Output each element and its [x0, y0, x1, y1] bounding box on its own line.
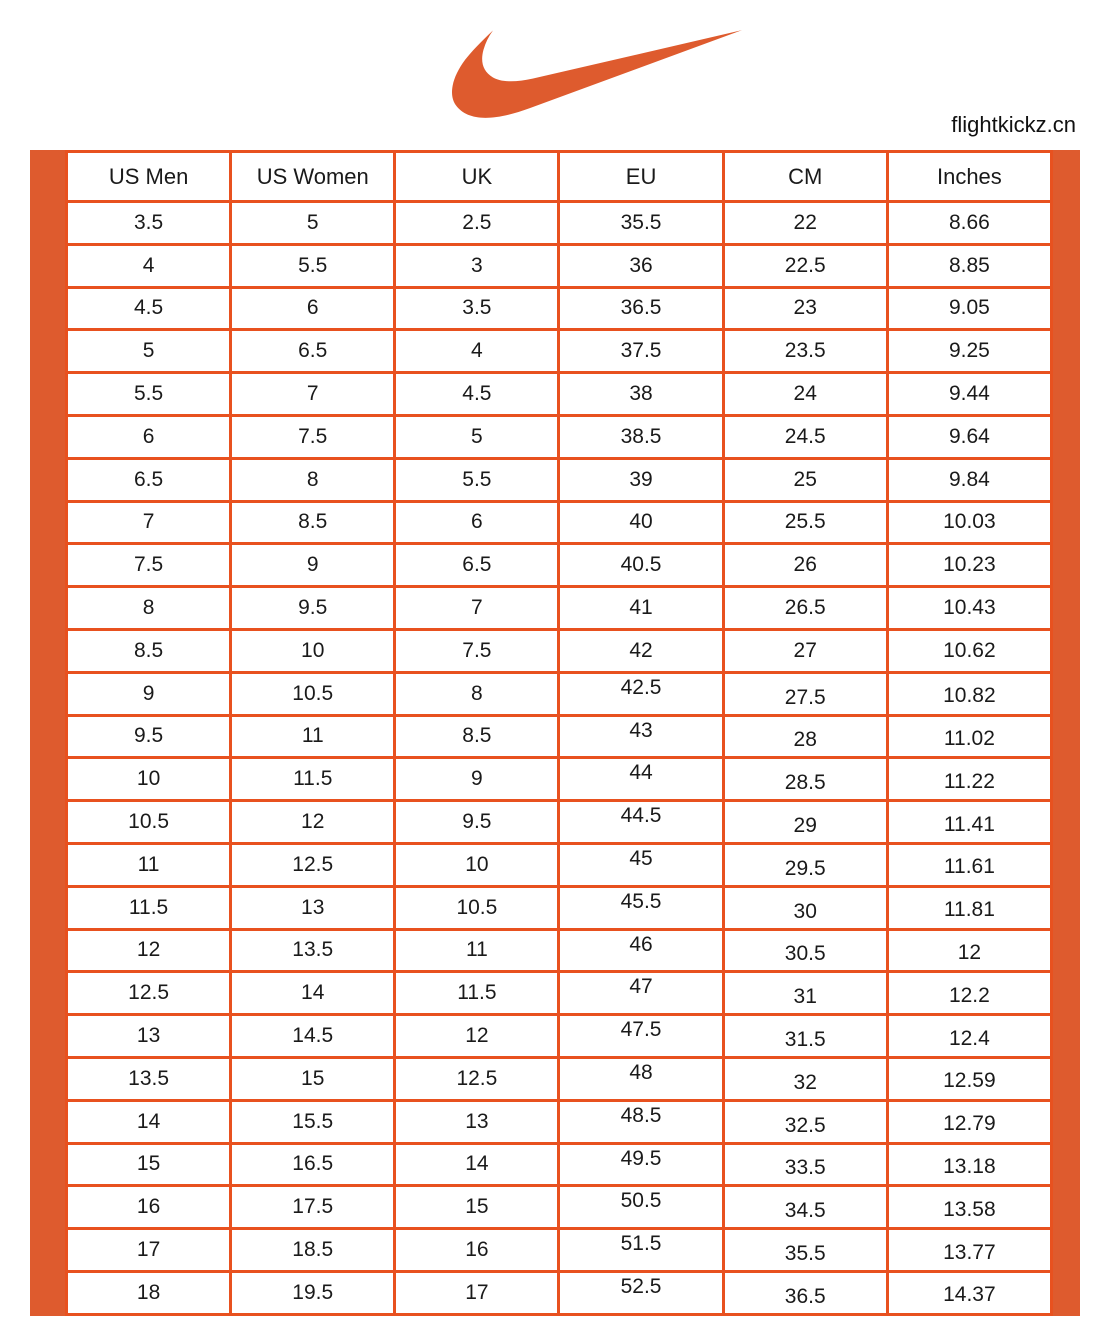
cell-inches: 12.2: [887, 972, 1051, 1015]
cell-us-men: 6: [67, 415, 231, 458]
table-row: [67, 1015, 1052, 1058]
cell-inches: 9.25: [887, 330, 1051, 373]
cell-cm: 27.5: [723, 672, 887, 715]
cell-us-women: 13.5: [231, 929, 395, 972]
cell-uk: 11: [395, 929, 559, 972]
column-header-inches: Inches: [887, 152, 1051, 202]
cell-inches: 10.82: [887, 672, 1051, 715]
cell-us-men: 12: [67, 929, 231, 972]
cell-cm: 33.5: [723, 1143, 887, 1186]
table-row: [67, 1143, 1052, 1186]
cell-uk: 10: [395, 843, 559, 886]
cell-us-men: 13: [67, 1015, 231, 1058]
cell-cm: 25.5: [723, 501, 887, 544]
cell-eu: 48: [559, 1057, 723, 1100]
cell-inches: 11.81: [887, 886, 1051, 929]
table-row: [67, 202, 1052, 245]
cell-uk: 9: [395, 758, 559, 801]
cell-uk: 4.5: [395, 373, 559, 416]
table-row: [67, 1057, 1052, 1100]
cell-inches: 10.43: [887, 587, 1051, 630]
cell-us-women: 15: [231, 1057, 395, 1100]
table-row: [67, 843, 1052, 886]
cell-inches: 8.85: [887, 244, 1051, 287]
cell-us-women: 15.5: [231, 1100, 395, 1143]
column-header-eu: EU: [559, 152, 723, 202]
table-row: [67, 758, 1052, 801]
cell-cm: 31.5: [723, 1015, 887, 1058]
cell-eu: 40.5: [559, 544, 723, 587]
cell-us-men: 7: [67, 501, 231, 544]
cell-us-women: 9.5: [231, 587, 395, 630]
cell-eu: 38: [559, 373, 723, 416]
column-header-uk: UK: [395, 152, 559, 202]
cell-eu: 52.5: [559, 1271, 723, 1314]
cell-uk: 5.5: [395, 458, 559, 501]
size-conversion-table: [65, 150, 1053, 1316]
cell-us-women: 8.5: [231, 501, 395, 544]
cell-cm: 29.5: [723, 843, 887, 886]
table-row: [67, 972, 1052, 1015]
cell-uk: 3: [395, 244, 559, 287]
size-table-body: [67, 202, 1052, 1315]
cell-eu: 41: [559, 587, 723, 630]
table-row: [67, 373, 1052, 416]
cell-eu: 45.5: [559, 886, 723, 929]
cell-cm: 34.5: [723, 1186, 887, 1229]
cell-us-men: 15: [67, 1143, 231, 1186]
cell-cm: 31: [723, 972, 887, 1015]
cell-us-women: 5.5: [231, 244, 395, 287]
cell-cm: 27: [723, 629, 887, 672]
left-accent-bar: [30, 150, 65, 1316]
cell-uk: 7: [395, 587, 559, 630]
cell-us-men: 5.5: [67, 373, 231, 416]
cell-eu: 47: [559, 972, 723, 1015]
cell-eu: 36.5: [559, 287, 723, 330]
cell-cm: 26: [723, 544, 887, 587]
cell-cm: 25: [723, 458, 887, 501]
cell-uk: 14: [395, 1143, 559, 1186]
cell-us-women: 13: [231, 886, 395, 929]
cell-cm: 32: [723, 1057, 887, 1100]
cell-inches: 10.23: [887, 544, 1051, 587]
cell-inches: 12.59: [887, 1057, 1051, 1100]
cell-uk: 4: [395, 330, 559, 373]
cell-eu: 37.5: [559, 330, 723, 373]
cell-us-men: 10: [67, 758, 231, 801]
cell-inches: 13.77: [887, 1229, 1051, 1272]
cell-inches: 14.37: [887, 1271, 1051, 1314]
cell-eu: 46: [559, 929, 723, 972]
table-row: [67, 1186, 1052, 1229]
cell-uk: 13: [395, 1100, 559, 1143]
cell-uk: 12: [395, 1015, 559, 1058]
cell-uk: 15: [395, 1186, 559, 1229]
cell-inches: 11.61: [887, 843, 1051, 886]
cell-uk: 7.5: [395, 629, 559, 672]
cell-eu: 35.5: [559, 202, 723, 245]
table-row: [67, 929, 1052, 972]
cell-inches: 13.18: [887, 1143, 1051, 1186]
cell-us-women: 19.5: [231, 1271, 395, 1314]
cell-cm: 22.5: [723, 244, 887, 287]
table-row: [67, 629, 1052, 672]
table-row: [67, 715, 1052, 758]
cell-us-men: 4.5: [67, 287, 231, 330]
cell-inches: 12.79: [887, 1100, 1051, 1143]
cell-eu: 38.5: [559, 415, 723, 458]
cell-cm: 28: [723, 715, 887, 758]
cell-uk: 6: [395, 501, 559, 544]
table-row: [67, 587, 1052, 630]
table-header: [67, 152, 1052, 202]
cell-uk: 12.5: [395, 1057, 559, 1100]
cell-us-men: 5: [67, 330, 231, 373]
cell-us-men: 6.5: [67, 458, 231, 501]
table-row: [67, 886, 1052, 929]
cell-us-women: 6: [231, 287, 395, 330]
cell-us-men: 10.5: [67, 801, 231, 844]
cell-uk: 10.5: [395, 886, 559, 929]
cell-us-women: 11.5: [231, 758, 395, 801]
cell-us-women: 14: [231, 972, 395, 1015]
cell-us-men: 7.5: [67, 544, 231, 587]
cell-uk: 2.5: [395, 202, 559, 245]
cell-inches: 9.84: [887, 458, 1051, 501]
cell-us-men: 13.5: [67, 1057, 231, 1100]
cell-us-men: 14: [67, 1100, 231, 1143]
cell-us-women: 17.5: [231, 1186, 395, 1229]
cell-us-women: 12.5: [231, 843, 395, 886]
cell-us-men: 8: [67, 587, 231, 630]
cell-us-men: 8.5: [67, 629, 231, 672]
nike-swoosh-icon: [452, 26, 742, 122]
cell-us-women: 11: [231, 715, 395, 758]
cell-inches: 10.03: [887, 501, 1051, 544]
cell-cm: 23: [723, 287, 887, 330]
cell-us-men: 16: [67, 1186, 231, 1229]
table-row: [67, 415, 1052, 458]
cell-cm: 30: [723, 886, 887, 929]
cell-us-men: 18: [67, 1271, 231, 1314]
cell-us-women: 18.5: [231, 1229, 395, 1272]
cell-uk: 8: [395, 672, 559, 715]
size-chart-band: [30, 150, 1080, 1316]
cell-us-women: 14.5: [231, 1015, 395, 1058]
cell-eu: 42.5: [559, 672, 723, 715]
cell-eu: 42: [559, 629, 723, 672]
cell-us-women: 12: [231, 801, 395, 844]
cell-eu: 44: [559, 758, 723, 801]
column-header-cm: CM: [723, 152, 887, 202]
cell-us-men: 9.5: [67, 715, 231, 758]
cell-cm: 35.5: [723, 1229, 887, 1272]
cell-uk: 8.5: [395, 715, 559, 758]
cell-eu: 39: [559, 458, 723, 501]
cell-uk: 16: [395, 1229, 559, 1272]
cell-us-women: 7: [231, 373, 395, 416]
cell-us-women: 8: [231, 458, 395, 501]
cell-eu: 36: [559, 244, 723, 287]
column-header-us-men: US Men: [67, 152, 231, 202]
right-accent-bar: [1053, 150, 1080, 1316]
cell-us-men: 3.5: [67, 202, 231, 245]
header-row: [67, 152, 1052, 202]
cell-uk: 17: [395, 1271, 559, 1314]
cell-uk: 5: [395, 415, 559, 458]
cell-inches: 13.58: [887, 1186, 1051, 1229]
column-header-us-women: US Women: [231, 152, 395, 202]
cell-inches: 9.05: [887, 287, 1051, 330]
cell-inches: 11.02: [887, 715, 1051, 758]
table-row: [67, 458, 1052, 501]
cell-cm: 28.5: [723, 758, 887, 801]
table-row: [67, 801, 1052, 844]
cell-cm: 32.5: [723, 1100, 887, 1143]
table-row: [67, 501, 1052, 544]
cell-cm: 30.5: [723, 929, 887, 972]
cell-cm: 36.5: [723, 1271, 887, 1314]
table-row: [67, 1229, 1052, 1272]
cell-eu: 45: [559, 843, 723, 886]
cell-uk: 11.5: [395, 972, 559, 1015]
cell-us-women: 7.5: [231, 415, 395, 458]
table-row: [67, 672, 1052, 715]
cell-inches: 12: [887, 929, 1051, 972]
watermark-text: flightkickz.cn: [951, 112, 1076, 137]
cell-us-women: 10: [231, 629, 395, 672]
cell-uk: 3.5: [395, 287, 559, 330]
cell-inches: 11.22: [887, 758, 1051, 801]
cell-eu: 49.5: [559, 1143, 723, 1186]
cell-us-men: 11.5: [67, 886, 231, 929]
cell-us-men: 12.5: [67, 972, 231, 1015]
cell-cm: 22: [723, 202, 887, 245]
cell-inches: 9.64: [887, 415, 1051, 458]
cell-uk: 9.5: [395, 801, 559, 844]
table-row: [67, 544, 1052, 587]
cell-eu: 40: [559, 501, 723, 544]
cell-eu: 43: [559, 715, 723, 758]
cell-us-women: 9: [231, 544, 395, 587]
table-row: [67, 1271, 1052, 1314]
cell-cm: 23.5: [723, 330, 887, 373]
table-row: [67, 287, 1052, 330]
cell-inches: 10.62: [887, 629, 1051, 672]
cell-us-men: 9: [67, 672, 231, 715]
cell-eu: 48.5: [559, 1100, 723, 1143]
cell-cm: 24: [723, 373, 887, 416]
cell-inches: 12.4: [887, 1015, 1051, 1058]
table-row: [67, 330, 1052, 373]
cell-us-men: 17: [67, 1229, 231, 1272]
cell-inches: 8.66: [887, 202, 1051, 245]
cell-cm: 24.5: [723, 415, 887, 458]
cell-eu: 44.5: [559, 801, 723, 844]
cell-us-women: 10.5: [231, 672, 395, 715]
cell-inches: 9.44: [887, 373, 1051, 416]
cell-eu: 50.5: [559, 1186, 723, 1229]
cell-cm: 29: [723, 801, 887, 844]
cell-uk: 6.5: [395, 544, 559, 587]
cell-eu: 51.5: [559, 1229, 723, 1272]
cell-us-women: 6.5: [231, 330, 395, 373]
cell-inches: 11.41: [887, 801, 1051, 844]
table-row: [67, 244, 1052, 287]
cell-us-women: 16.5: [231, 1143, 395, 1186]
cell-us-men: 11: [67, 843, 231, 886]
cell-us-women: 5: [231, 202, 395, 245]
cell-eu: 47.5: [559, 1015, 723, 1058]
cell-us-men: 4: [67, 244, 231, 287]
table-row: [67, 1100, 1052, 1143]
cell-cm: 26.5: [723, 587, 887, 630]
